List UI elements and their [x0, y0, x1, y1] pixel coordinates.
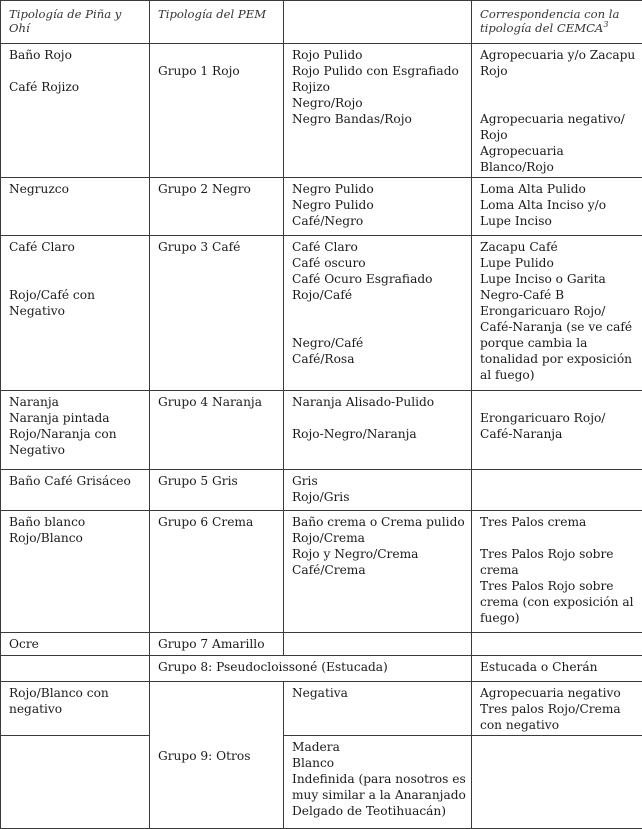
header-pem-subtypes — [284, 1, 472, 44]
cell-text: Rojo y Negro/Crema — [292, 546, 466, 562]
cell-text: Zacapu Café — [480, 239, 637, 255]
cell-pem-subtypes — [284, 44, 472, 178]
cell-pem-subtypes — [284, 391, 472, 470]
table-row — [1, 178, 642, 236]
cell-text: Gris — [292, 473, 466, 489]
cell-cemca — [472, 44, 642, 178]
cell-cemca — [472, 236, 642, 391]
cell-text: Erongaricuaro Rojo/ Café-Naranja — [480, 410, 637, 442]
cell-text: Grupo 1 Rojo — [158, 63, 278, 79]
cell-text: Naranja pintada — [9, 410, 144, 426]
cell-text: Rojizo — [292, 79, 466, 95]
table-row — [1, 633, 642, 656]
cell-text: Café/Crema — [292, 562, 466, 578]
cell-text: Grupo 7 Amarillo — [158, 636, 278, 652]
cell-text: Lupe Inciso o Garita — [480, 271, 637, 287]
cell-pina-ohi — [1, 682, 150, 736]
cell-cemca — [472, 391, 642, 470]
cell-text: Lupe Inciso — [480, 213, 637, 229]
table-row — [1, 736, 642, 829]
cell-text: Rojo/Café — [292, 287, 466, 303]
cell-text: Agropecuaria negativo/ Rojo — [480, 111, 637, 143]
cell-text: Baño blanco — [9, 514, 144, 530]
cell-text: Negro/Rojo — [292, 95, 466, 111]
cell-pem-group — [150, 44, 284, 178]
cell-text: Grupo 4 Naranja — [158, 394, 278, 410]
cell-text: Baño crema o Crema pulido — [292, 514, 466, 530]
cell-text: Naranja Alisado-Pulido — [292, 394, 466, 410]
cell-text: Agropecuaria negativo — [480, 685, 637, 701]
cell-text: Rojo/Gris — [292, 489, 466, 505]
cell-text: Café/Negro — [292, 213, 466, 229]
cell-text: Lupe Pulido — [480, 255, 637, 271]
header-cemca — [472, 1, 642, 44]
cell-text: Tres Palos crema — [480, 514, 637, 530]
table-row — [1, 470, 642, 511]
cell-text: Blanco — [292, 755, 466, 771]
cell-text: Café Claro — [292, 239, 466, 255]
cell-text: Agropecuaria y/o Zacapu Rojo — [480, 47, 637, 79]
cell-text: Grupo 3 Café — [158, 239, 278, 255]
cell-pina-ohi — [1, 736, 150, 829]
cell-text: Tres palos Rojo/Crema con negativo — [480, 701, 637, 733]
table-row — [1, 682, 642, 736]
cell-text: Tres Palos Rojo sobre crema (con exposición al fuego) — [480, 578, 637, 626]
cell-pem-group — [150, 178, 284, 236]
cell-text: Madera — [292, 739, 466, 755]
cell-text: Rojo/Blanco con negativo — [9, 685, 144, 717]
cell-pem-group — [150, 470, 284, 511]
cell-cemca — [472, 470, 642, 511]
cell-text: Grupo 6 Crema — [158, 514, 278, 530]
cell-text: Estucada o Cherán — [480, 659, 637, 675]
cell-text: Tres Palos Rojo sobre crema — [480, 546, 637, 578]
cell-cemca — [472, 656, 642, 682]
cell-pem-subtypes — [284, 736, 472, 829]
cell-cemca — [472, 682, 642, 736]
cell-text: Negro/Café — [292, 335, 466, 351]
cell-pem-group — [150, 511, 284, 633]
cell-text: Negativa — [292, 685, 466, 701]
cell-text: Baño Café Grisáceo — [9, 473, 144, 489]
cell-text: Café Ocuro Esgrafiado — [292, 271, 466, 287]
cell-pem-subtypes — [284, 682, 472, 736]
cell-pina-ohi — [1, 656, 150, 682]
table-row — [1, 236, 642, 391]
header-cemca-line2: tipología del CEMCA — [480, 21, 603, 35]
cell-pina-ohi — [1, 470, 150, 511]
cell-pina-ohi — [1, 391, 150, 470]
cell-cemca — [472, 511, 642, 633]
cell-pem-group — [150, 682, 284, 829]
cell-text: Rojo/Crema — [292, 530, 466, 546]
cell-text: Negro Bandas/Rojo — [292, 111, 466, 127]
cell-text: Grupo 2 Negro — [158, 181, 278, 197]
cell-pem-subtypes — [284, 633, 472, 656]
header-cemca-line1: Correspondencia con la — [480, 7, 637, 21]
cell-text: Rojo/Blanco — [9, 530, 144, 546]
cell-text: Agropecuaria Blanco/Rojo — [480, 143, 637, 175]
cell-pem-subtypes — [284, 236, 472, 391]
cell-text: Negro-Café B — [480, 287, 637, 303]
table-row — [1, 391, 642, 470]
header-pem: Tipología del PEM — [150, 1, 284, 44]
cell-pina-ohi — [1, 633, 150, 656]
cell-text: Rojo/Café con Negativo — [9, 287, 144, 319]
cell-text: Rojo Pulido — [292, 47, 466, 63]
cell-pem-group — [150, 391, 284, 470]
cell-text: Indefinida (para nosotros es muy similar a la Anaranjado Delgado de Teotihuacán) — [292, 771, 466, 819]
cell-text: Rojo-Negro/Naranja — [292, 426, 466, 442]
footnote-marker: 3 — [603, 20, 608, 29]
cell-pem-subtypes — [284, 470, 472, 511]
table-row — [1, 511, 642, 633]
cell-text: Grupo 8: Pseudocloissoné (Estucada) — [158, 659, 466, 675]
table-row — [1, 656, 642, 682]
cell-text: Café Rojizo — [9, 79, 144, 95]
cell-text: Loma Alta Inciso y/o — [480, 197, 637, 213]
table-row — [1, 44, 642, 178]
cell-text: Loma Alta Pulido — [480, 181, 637, 197]
cell-text: Negro Pulido — [292, 181, 466, 197]
cell-text: Rojo/Naranja con Negativo — [9, 426, 144, 458]
header-pina-ohi: Tipología de Piña y Ohí — [1, 1, 150, 44]
cell-text: Café Claro — [9, 239, 144, 255]
cell-text: Rojo Pulido con Esgrafiado — [292, 63, 466, 79]
cell-text: Ocre — [9, 636, 144, 652]
cell-text: Naranja — [9, 394, 144, 410]
cell-cemca — [472, 633, 642, 656]
cell-text: Café/Rosa — [292, 351, 466, 367]
cell-cemca — [472, 178, 642, 236]
cell-pem-subtypes — [284, 511, 472, 633]
cell-pem-group-merged — [150, 656, 472, 682]
cell-text: Negro Pulido — [292, 197, 466, 213]
cell-pina-ohi — [1, 511, 150, 633]
cell-pina-ohi — [1, 44, 150, 178]
cell-text: Grupo 5 Gris — [158, 473, 278, 489]
cell-text: Baño Rojo — [9, 47, 144, 63]
cell-cemca — [472, 736, 642, 829]
header-row — [1, 1, 642, 44]
cell-text: Grupo 9: Otros — [158, 748, 278, 764]
cell-text: Negruzco — [9, 181, 144, 197]
cell-pem-subtypes — [284, 178, 472, 236]
cell-text: Erongaricuaro Rojo/ Café-Naranja (se ve café porque cambia la tonalidad por exposición al fuego) — [480, 303, 637, 383]
cell-pina-ohi — [1, 178, 150, 236]
cell-pina-ohi — [1, 236, 150, 391]
cell-text: Café oscuro — [292, 255, 466, 271]
cell-pem-group — [150, 633, 284, 656]
cell-pem-group — [150, 236, 284, 391]
